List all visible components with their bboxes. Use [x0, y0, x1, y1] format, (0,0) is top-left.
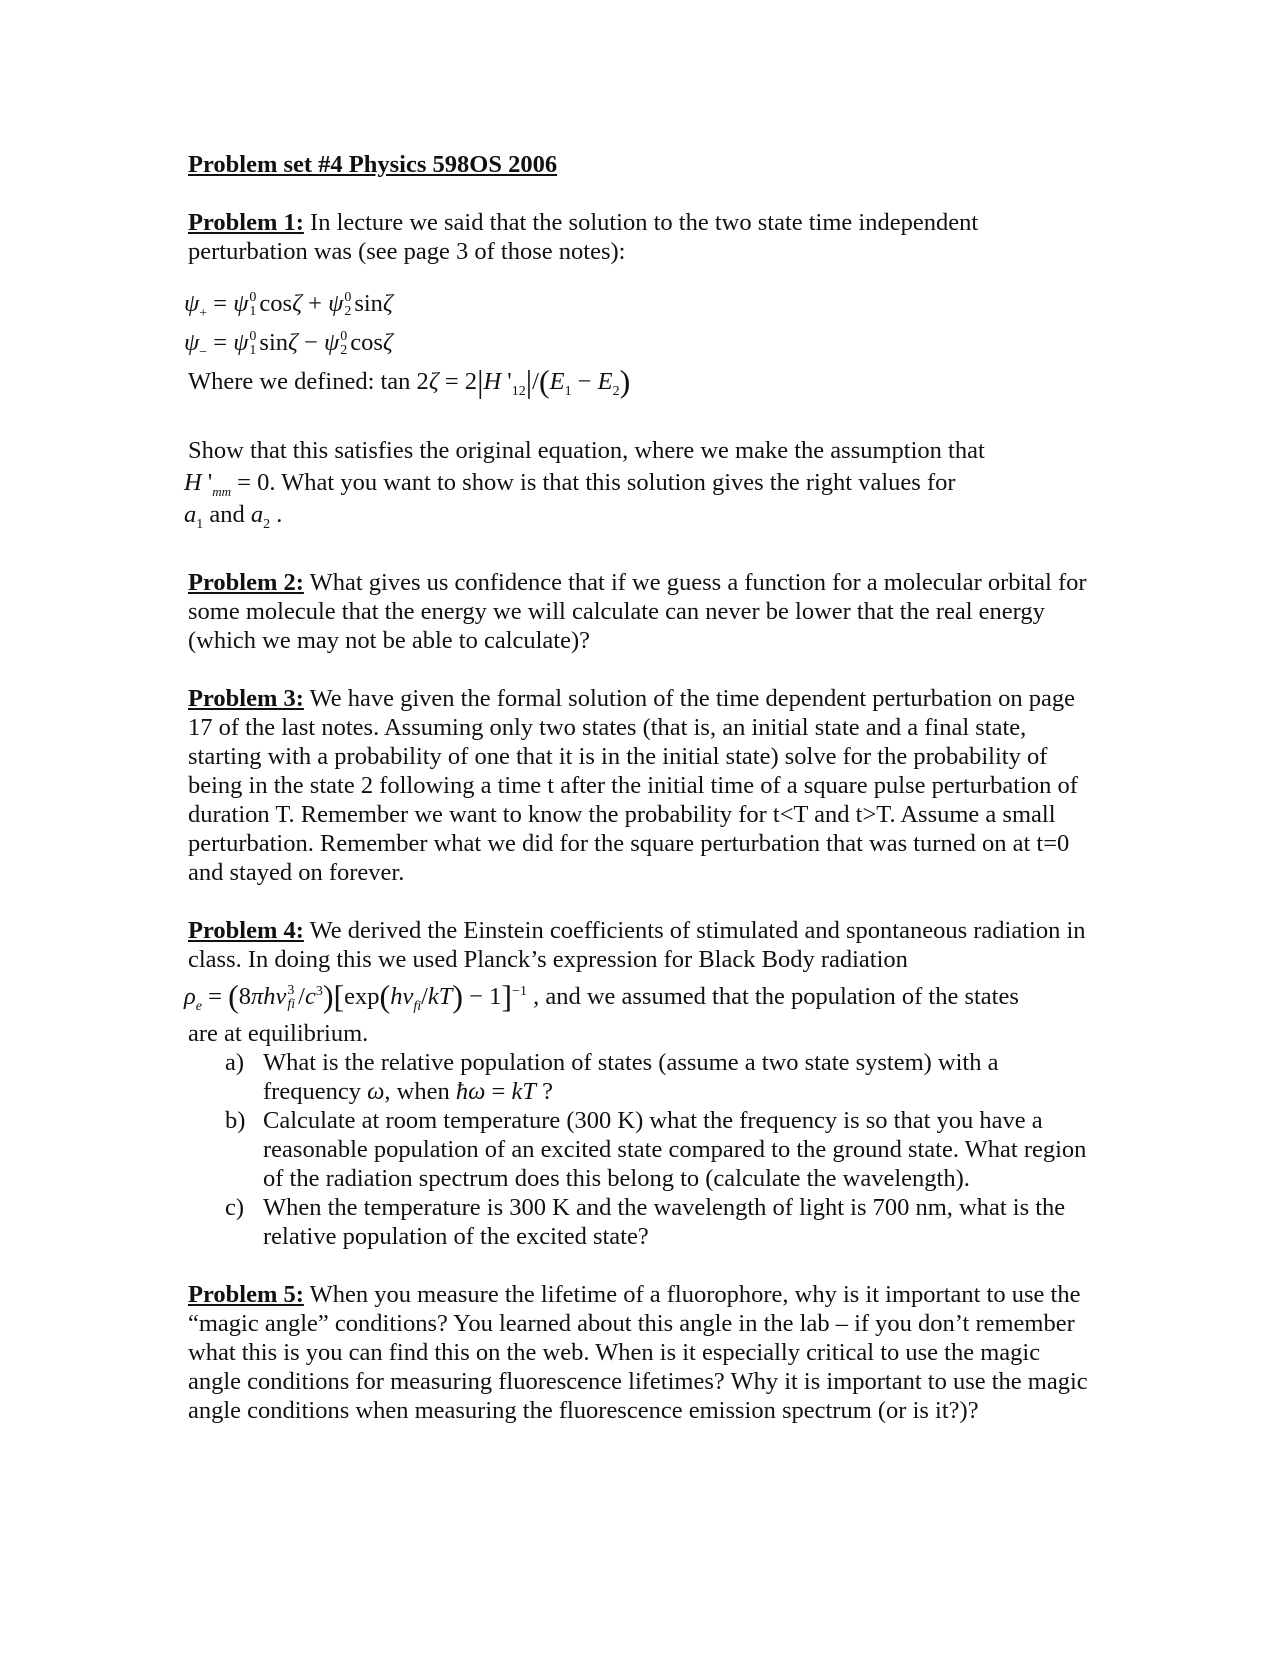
equation-psi-plus: $\psi_+ = \psi$ 0 1 cosζ + ψ 0 2 sinζ — [184, 290, 393, 321]
problem-1-text: In lecture we said that the solution to the two state time independent perturbation was (see page 3 of those notes): — [188, 209, 979, 265]
defined-prefix: Where we defined: — [188, 368, 381, 395]
math-a2: $a_2$ — [250, 501, 271, 532]
problem-3-label: Problem 3: — [188, 685, 304, 712]
problem-1-and-text: and — [203, 501, 251, 528]
problem-5-text: When you measure the lifetime of a fluorophore, why is it important to use the “magic angle” conditions? You learned about this angle in the lab – if you don’t remember what this is you can find this on the web. When is it especially critical to use the magic angle conditions for measuring fluorescence lifetimes? Why it is important to use the magic angle conditions when measuring the fluorescence emission spectrum (or is it?)? — [188, 1281, 1088, 1424]
math-H-mm: H '$_{mm} = 0$ — [184, 469, 270, 499]
problem-4-parts — [188, 1048, 1098, 1251]
equation-psi-minus: $\psi_- = \psi$ 0 1 sinζ − ψ 0 2 cosζ — [184, 329, 393, 360]
problem-2-text: What gives us confidence that if we guess a function for a molecular orbital for some molecule that the energy we will calculate can never be lower that the real energy (which we may not be able to calculate)? — [188, 569, 1087, 654]
problem-5-label: Problem 5: — [188, 1281, 304, 1308]
part-c-label: c) — [225, 1194, 245, 1221]
math-hbar-omega-kT: ħω = kT — [455, 1078, 536, 1105]
problem-5 — [188, 1280, 1098, 1425]
math-omega: ω — [367, 1078, 385, 1105]
problem-1-show-text-2: . What you want to show is that this solution gives the right values for — [269, 469, 956, 496]
problem-4-text: We derived the Einstein coefficients of stimulated and spontaneous radiation in class. In doing this we used Planck’s expression for Black Body radiation — [188, 917, 1086, 973]
equation-planck: $\rho_e = (8\pi h\nu$ 3 fi $/c^3)[\exp(h\nu_{fi}/kT) - 1]^{-1}$ , and we assumed that the population of the states — [184, 978, 1019, 1014]
part-a-text-2: , when — [384, 1078, 456, 1105]
planck-suffix: , and we assumed that the population of the states — [526, 983, 1019, 1010]
problem-2-label: Problem 2: — [188, 569, 304, 596]
part-b — [225, 1106, 1098, 1193]
problem-1-end-text: . — [270, 501, 283, 528]
part-b-label: b) — [225, 1107, 246, 1134]
problem-3-text: We have given the formal solution of the time dependent perturbation on page 17 of the last notes. Assuming only two states (that is, an initial state and a final state, starting with a probability of one that it is in the initial state) solve for the probability of being in the state 2 following a time t after the initial time of a square pulse perturbation of duration T. Remember we want to know the probability for t<T and t>T. Assume a small perturbation. Remember what we did for the square perturbation that was turned on at t=0 and stayed on forever. — [188, 685, 1078, 886]
problem-4-label: Problem 4: — [188, 917, 304, 944]
problem-4-equilibrium-text: are at equilibrium. — [188, 1020, 369, 1047]
part-a — [225, 1048, 1098, 1106]
part-b-text: Calculate at room temperature (300 K) what the frequency is so that you have a reasonable population of an excited state compared to the ground state. What region of the radiation spectrum does this belong to (calculate the wavelength). — [263, 1107, 1087, 1192]
part-a-text-1: What is the relative population of states (assume a two state system) with a frequency — [263, 1049, 999, 1105]
problem-3 — [188, 684, 1098, 887]
problem-1 — [188, 208, 1098, 266]
problem-1-show — [184, 435, 1098, 532]
part-a-label: a) — [225, 1049, 245, 1076]
math-a1: $a_1$ — [184, 501, 204, 532]
document-page — [184, 150, 1098, 1454]
equation-tan-definition: Where we defined: tan 2ζ = 2|H '$_{12}|/(E_1 - E_2)$ — [188, 363, 631, 399]
part-c-text: When the temperature is 300 K and the wavelength of light is 700 nm, what is the relative population of the excited state? — [263, 1194, 1066, 1250]
problem-2 — [188, 568, 1098, 655]
problem-4 — [188, 916, 1098, 974]
part-c — [225, 1193, 1098, 1251]
problem-1-show-text-1: Show that this satisfies the original equation, where we make the assumption that — [188, 437, 985, 464]
document-title: Problem set #4 Physics 598OS 2006 — [188, 151, 558, 178]
problem-1-equations — [184, 284, 1098, 401]
problem-1-label: Problem 1: — [188, 209, 304, 236]
part-a-text-3: ? — [535, 1078, 553, 1105]
